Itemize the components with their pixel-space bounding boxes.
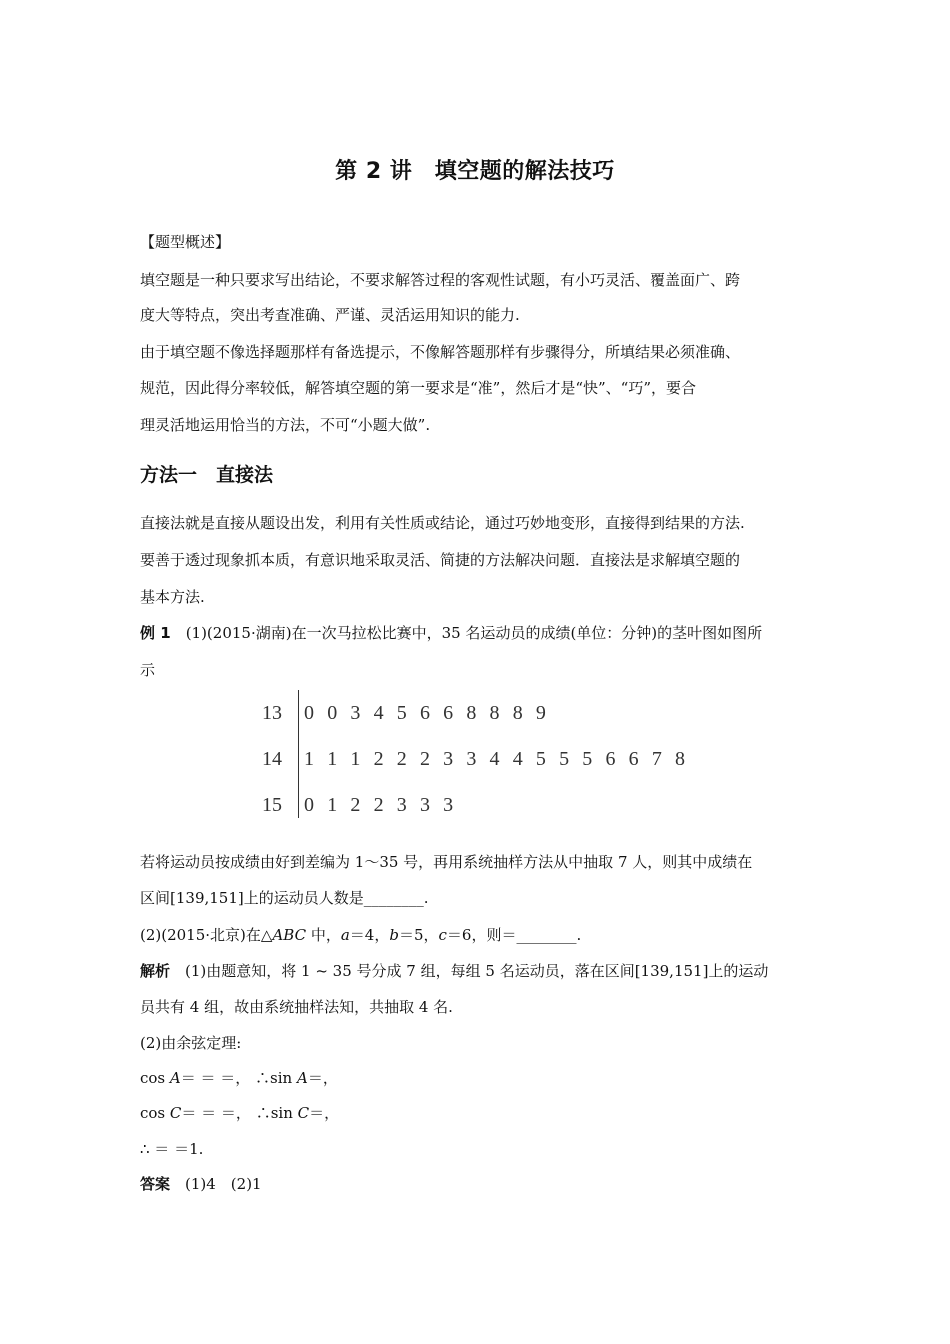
leaf-digit: 6 (605, 748, 616, 770)
solution-text: (1)由题意知，将 1 ~ 35 号分成 7 组，每组 5 名运动员，落在区间[139,151]上的运动 (170, 962, 769, 980)
formula-var: A (169, 1069, 181, 1087)
answer-label: 答案 (140, 1175, 171, 1193)
q2-triangle-name: ABC (272, 926, 307, 944)
example-q1-text: (1)(2015·湖南)在一次马拉松比赛中，35 名运动员的成绩(单位：分钟)的茎叶图如图所 (185, 624, 763, 642)
leaf-digit: 1 (350, 748, 361, 770)
leaf-values (304, 702, 559, 725)
answer-text: (1)4 (2)1 (170, 1175, 262, 1193)
example-label: 例 1 (140, 624, 171, 642)
stem-value: 13 (262, 702, 282, 724)
solution-label: 解析 (140, 962, 171, 980)
q2-var-a: a (340, 926, 350, 944)
leaf-digit: 5 (396, 702, 407, 724)
leaf-digit: 6 (443, 702, 454, 724)
leaf-digit: 2 (396, 748, 407, 770)
formula-text: ＝， (309, 1104, 340, 1122)
formula-cos-c (140, 1103, 830, 1123)
leaf-digit: 5 (582, 748, 593, 770)
section-line: 直接法就是直接从题设出发，利用有关性质或结论，通过巧妙地变形，直接得到结果的方法. (140, 514, 745, 532)
overview-heading: 【题型概述】 (140, 233, 231, 251)
leaf-digit: 8 (675, 748, 685, 770)
solution-line: 员共有 4 组，故由系统抽样法知，共抽取 4 名. (140, 998, 453, 1016)
section-heading: 方法一 直接法 (140, 464, 274, 486)
overview-line: 理灵活地运用恰当的方法，不可“小题大做”. (140, 416, 431, 434)
q2-text: (2)(2015·北京)在△ (140, 926, 273, 944)
formula-text: cos (140, 1104, 170, 1122)
leaf-digit: 3 (350, 702, 361, 724)
leaf-digit: 8 (512, 702, 523, 724)
q2-text: ＝5， (398, 926, 439, 944)
formula-var: A (296, 1069, 308, 1087)
leaf-digit: 7 (651, 748, 662, 770)
leaf-digit: 0 (327, 702, 338, 724)
formula-var: C (169, 1104, 182, 1122)
leaf-digit: 8 (489, 702, 500, 724)
example-question-2 (140, 925, 830, 945)
solution-line: (2)由余弦定理: (140, 1034, 242, 1052)
formula-text: ＝ ＝ ＝， ∴sin (180, 1069, 297, 1087)
q2-text: ＝6，则＝________. (446, 926, 582, 944)
leaf-digit: 4 (373, 702, 384, 724)
leaf-digit: 2 (350, 794, 361, 816)
leaf-digit: 8 (466, 702, 477, 724)
example-q1-line: 区间[139,151]上的运动员人数是________. (140, 889, 429, 907)
formula-text: ＝ ＝ ＝， ∴sin (181, 1104, 298, 1122)
leaf-digit: 6 (628, 748, 639, 770)
q2-var-c: c (438, 926, 447, 944)
leaf-digit: 4 (489, 748, 500, 770)
leaf-digit: 4 (512, 748, 523, 770)
stem-value: 14 (262, 748, 282, 770)
overview-line: 填空题是一种只要求写出结论，不要求解答过程的客观性试题，有小巧灵活、覆盖面广、跨 (140, 271, 741, 289)
formula-text: cos (140, 1069, 170, 1087)
example-q1-continued: 示 (140, 661, 156, 679)
q2-var-b: b (389, 926, 399, 944)
leaf-values (304, 794, 466, 817)
leaf-digit: 9 (535, 702, 546, 724)
leaf-digit: 0 (304, 702, 314, 724)
stem-leaf-plot (262, 690, 722, 820)
leaf-digit: 1 (304, 748, 314, 770)
page-title: 第 2 讲 填空题的解法技巧 (335, 159, 615, 184)
leaf-digit: 2 (373, 794, 384, 816)
leaf-digit: 5 (559, 748, 570, 770)
section-line: 要善于透过现象抓本质，有意识地采取灵活、简捷的方法解决问题．直接法是求解填空题的 (140, 551, 741, 569)
solution-line (140, 961, 830, 981)
leaf-digit: 0 (304, 794, 314, 816)
overview-line: 由于填空题不像选择题那样有备选提示，不像解答题那样有步骤得分，所填结果必须准确、 (140, 343, 741, 361)
leaf-digit: 1 (327, 794, 338, 816)
example-question-1 (140, 623, 830, 643)
formula-cos-a (140, 1068, 830, 1088)
stem-value: 15 (262, 794, 282, 816)
formula-var: C (297, 1104, 310, 1122)
answer-line (140, 1174, 830, 1194)
leaf-values (304, 748, 698, 771)
leaf-digit: 2 (373, 748, 384, 770)
leaf-digit: 1 (327, 748, 338, 770)
leaf-digit: 2 (419, 748, 430, 770)
leaf-digit: 3 (419, 794, 430, 816)
formula-text: ＝， (307, 1069, 338, 1087)
overview-line: 规范，因此得分率较低，解答填空题的第一要求是“准”，然后才是“快”、“巧”，要合 (140, 379, 697, 397)
leaf-digit: 6 (419, 702, 430, 724)
leaf-digit: 3 (466, 748, 477, 770)
q2-text: 中， (306, 926, 341, 944)
section-line: 基本方法. (140, 588, 205, 606)
leaf-digit: 3 (396, 794, 407, 816)
leaf-digit: 5 (535, 748, 546, 770)
stem-leaf-divider (298, 690, 299, 818)
formula-therefore: ∴ ＝ ＝1. (140, 1140, 204, 1158)
overview-line: 度大等特点，突出考查准确、严谨、灵活运用知识的能力. (140, 306, 520, 324)
leaf-digit: 3 (443, 794, 454, 816)
leaf-digit: 3 (443, 748, 454, 770)
example-q1-line: 若将运动员按成绩由好到差编为 1～35 号，再用系统抽样方法从中抽取 7 人，则其中成绩在 (140, 853, 753, 871)
q2-text: ＝4， (349, 926, 390, 944)
